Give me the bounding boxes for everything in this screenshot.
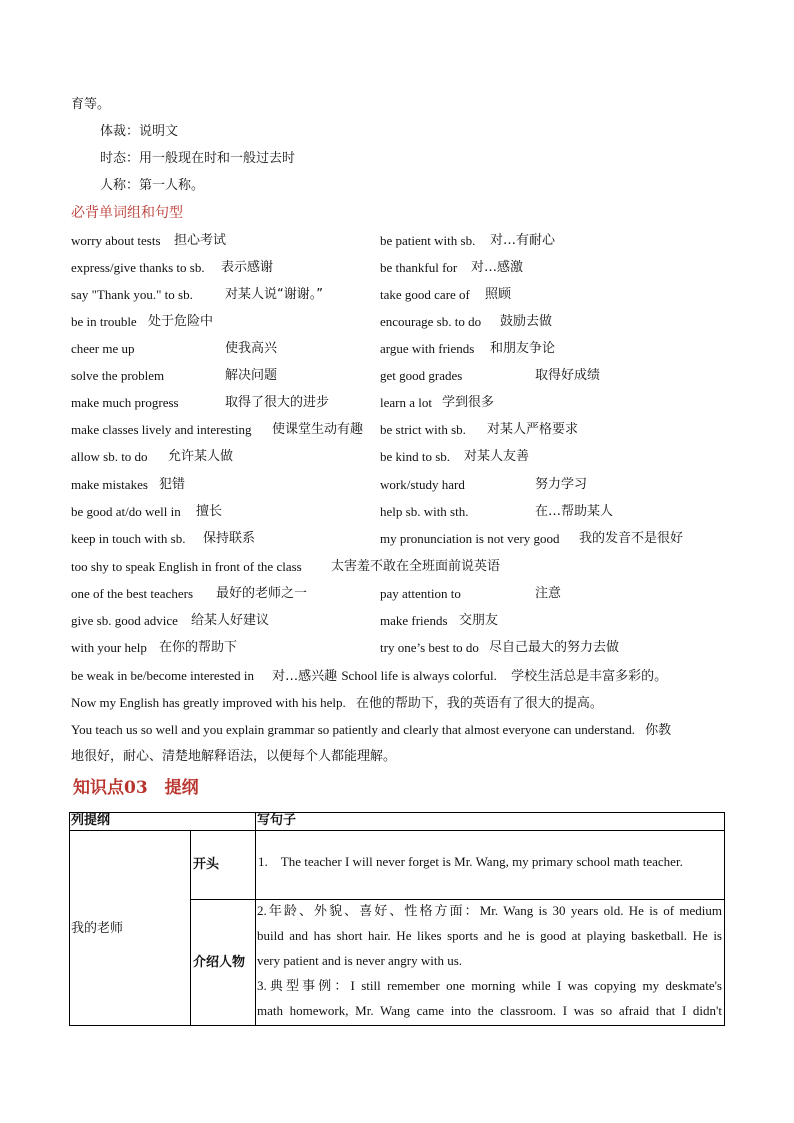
phrase-cn: 表示感谢 [221, 260, 274, 275]
phrase-cn: 照顾 [485, 287, 512, 302]
intro-person-line: build and has short hair. He likes sports and he is good at playing basketball. He is [257, 928, 722, 943]
phrase-cn: 对…感激 [471, 260, 524, 275]
phrase-cn: 对某人友善 [464, 449, 530, 464]
tense-line: 时态：用一般现在时和一般过去时 [100, 151, 296, 166]
phrase-cn: 学到很多 [442, 395, 495, 410]
person-line: 人称：第一人称。 [100, 178, 205, 193]
phrase-cn: 使课堂生动有趣 [272, 422, 364, 437]
intro-person-line: math homework, Mr. Wang came into the classroom. I was so afraid that I didn't [257, 1003, 722, 1018]
weak-en: be weak in be/become interested in [71, 668, 255, 683]
phrase-en: make classes lively and interesting [71, 422, 252, 437]
table-header-sentences: 写句子 [257, 813, 297, 828]
opening-text: 1. The teacher I will never forget is Mr. Wang, my primary school math teacher. [258, 854, 683, 869]
intro-person-line: 2.年龄、外貌、喜好、性格方面：Mr. Wang is 30 years old. He is of medium [257, 903, 722, 918]
teach-cn-b: 地很好，耐心、清楚地解释语法，以便每个人都能理解。 [71, 749, 397, 764]
phrase-en: with your help [71, 640, 147, 655]
phrase-cn: 给某人好建议 [191, 613, 270, 628]
teach-en: You teach us so well and you explain grammar so patiently and clearly that almost everyone can understand. [71, 722, 636, 737]
phrase-cn: 对某人严格要求 [487, 422, 579, 437]
table-topic: 我的老师 [71, 921, 124, 936]
phrase-cn: 解决问题 [225, 368, 278, 383]
weak-cn: 对…感兴趣 [272, 669, 338, 684]
teach-line [71, 722, 671, 739]
phrase-en: pay attention to [380, 586, 461, 601]
phrase-en: too shy to speak English in front of the class [71, 559, 302, 574]
phrase-en: express/give thanks to sb. [71, 260, 205, 275]
phrase-cn: 保持联系 [203, 531, 256, 546]
phrase-en: say "Thank you." to sb. [71, 287, 193, 302]
phrase-cn: 尽自己最大的努力去做 [489, 640, 620, 655]
phrase-en: give sb. good advice [71, 613, 178, 628]
now-en: Now my English has greatly improved with his help. [71, 695, 346, 710]
phrase-en: argue with friends [380, 341, 475, 356]
phrase-en: be in trouble [71, 314, 137, 329]
intro-person-line: very patient and is never angry with us. [257, 953, 463, 968]
phrase-cn: 注意 [535, 586, 562, 601]
intro-continuation: 育等。 [71, 97, 111, 112]
phrase-en: one of the best teachers [71, 586, 194, 601]
genre-line: 体裁：说明文 [100, 124, 179, 139]
phrase-cn: 犯错 [159, 477, 186, 492]
phrase-cn: 允许某人做 [168, 449, 234, 464]
phrase-cn: 担心考试 [174, 233, 227, 248]
phrase-en: be patient with sb. [380, 233, 476, 248]
phrase-cn: 太害羞不敢在全班面前说英语 [331, 559, 501, 574]
phrase-cn: 取得好成绩 [535, 368, 601, 383]
opening-label: 开头 [193, 857, 220, 872]
phrase-cn: 对…有耐心 [490, 233, 556, 248]
phrase-en: learn a lot [380, 395, 432, 410]
phrase-cn: 我的发音不是很好 [579, 531, 684, 546]
phrase-en: my pronunciation is not very good [380, 531, 560, 546]
table-header-outline: 列提纲 [71, 813, 111, 828]
phrase-en: try one’s best to do [380, 640, 479, 655]
phrase-en: make friends [380, 613, 448, 628]
phrase-cn: 鼓励去做 [500, 314, 553, 329]
section-heading: 必背单词组和句型 [71, 205, 183, 221]
now-cn: 在他的帮助下，我的英语有了很大的提高。 [355, 696, 603, 711]
phrase-cn: 使我高兴 [225, 341, 278, 356]
phrase-cn: 在你的帮助下 [159, 640, 238, 655]
phrase-cn: 在…帮助某人 [535, 504, 614, 519]
phrase-en: be thankful for [380, 260, 458, 275]
intro-person-line: 3.典型事例：I still remember one morning while I was copying my deskmate's [257, 978, 722, 993]
phrase-cn: 交朋友 [459, 613, 499, 628]
now-line [71, 695, 603, 712]
knowledge-point-title: 知识点03 提纲 [73, 778, 199, 798]
teach-cn-a: 你教 [645, 723, 672, 738]
school-life-cn: 学校生活总是丰富多彩的。 [511, 669, 668, 684]
phrase-cn: 取得了很大的进步 [225, 395, 330, 410]
outline-table [69, 812, 725, 1026]
phrase-en: encourage sb. to do [380, 314, 482, 329]
phrase-en: get good grades [380, 368, 463, 383]
phrase-en: keep in touch with sb. [71, 531, 186, 546]
phrase-cn: 和朋友争论 [490, 341, 556, 356]
intro-person-label: 介绍人物 [193, 955, 246, 970]
phrase-en: be kind to sb. [380, 449, 451, 464]
phrase-cn: 最好的老师之一 [216, 586, 308, 601]
phrase-en: make mistakes [71, 477, 148, 492]
phrase-cn: 处于危险中 [148, 314, 214, 329]
phrase-en: worry about tests [71, 233, 161, 248]
school-life-en: School life is always colorful. [341, 668, 497, 683]
phrase-cn: 对某人说“谢谢。” [225, 287, 323, 302]
phrase-en: allow sb. to do [71, 449, 148, 464]
phrase-cn: 擅长 [196, 504, 223, 519]
weak-line [71, 668, 667, 685]
phrase-en: be strict with sb. [380, 422, 466, 437]
phrase-en: help sb. with sth. [380, 504, 469, 519]
phrase-en: solve the problem [71, 368, 165, 383]
phrase-en: cheer me up [71, 341, 135, 356]
phrase-en: take good care of [380, 287, 470, 302]
phrase-en: work/study hard [380, 477, 465, 492]
phrase-cn: 努力学习 [535, 477, 588, 492]
phrase-en: be good at/do well in [71, 504, 181, 519]
phrase-en: make much progress [71, 395, 179, 410]
